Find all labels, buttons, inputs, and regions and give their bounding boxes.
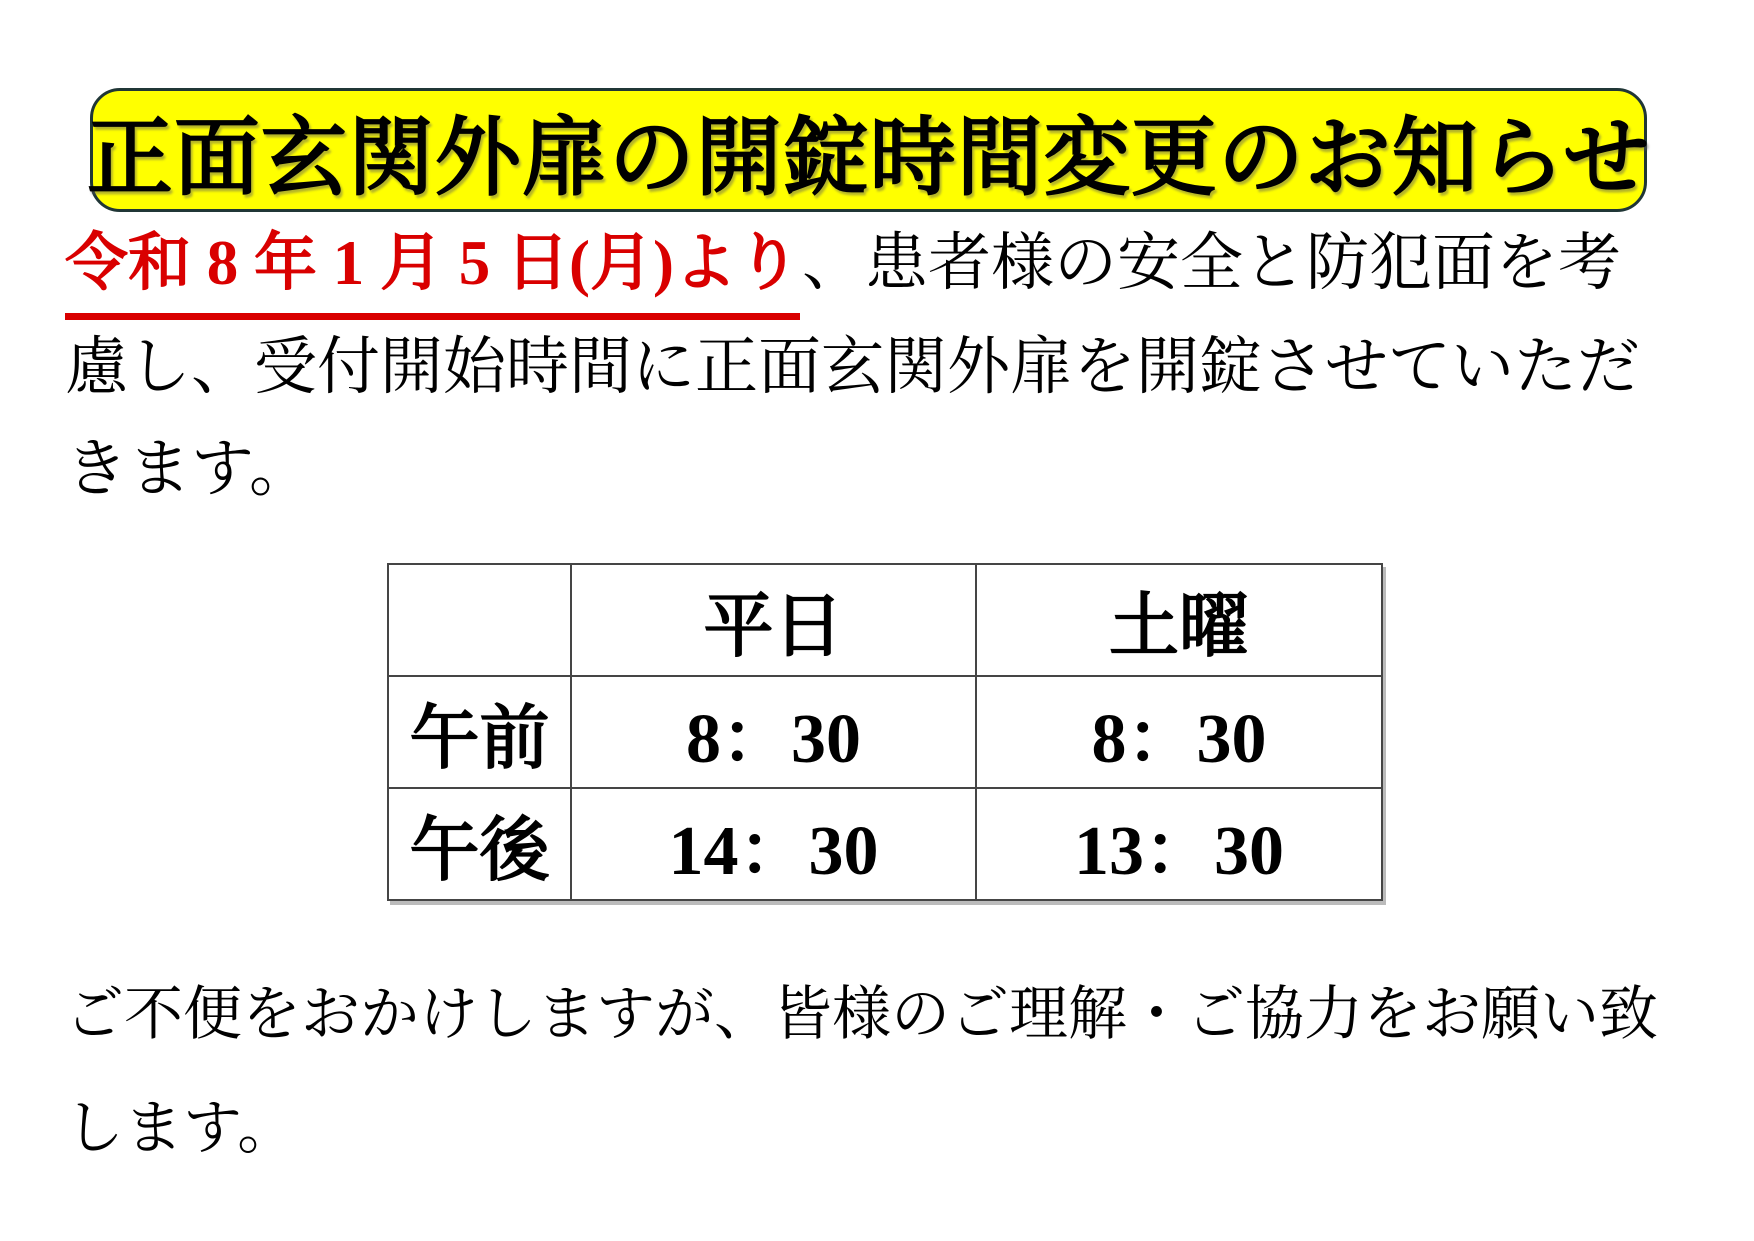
unlock-time-table — [387, 563, 1383, 901]
body-line-1 — [65, 224, 1621, 320]
table-header-row — [388, 564, 1382, 676]
table-corner-cell — [388, 564, 571, 676]
table-row-afternoon — [388, 788, 1382, 900]
afternoon-weekday-time: 14：30 — [571, 788, 976, 900]
closing-line-1: ご不便をおかけしますが、皆様のご理解・ご協力をお願い致 — [65, 981, 1659, 1047]
notice-title-box — [86, 88, 1651, 212]
column-header-saturday: 土曜 — [976, 564, 1382, 676]
morning-saturday-time: 8：30 — [976, 676, 1382, 788]
notice-title: 正面玄関外扉の開錠時間変更のお知らせ — [86, 110, 1651, 206]
row-label-morning: 午前 — [388, 676, 571, 788]
body-line-1-rest: 、患者様の安全と防犯面を考 — [801, 228, 1621, 298]
column-header-weekday: 平日 — [571, 564, 976, 676]
effective-date-emphasis: 令和 8 年 1 月 5 日(月)より — [65, 224, 800, 320]
afternoon-saturday-time: 13：30 — [976, 788, 1382, 900]
morning-weekday-time: 8：30 — [571, 676, 976, 788]
closing-line-2: します。 — [65, 1095, 297, 1161]
row-label-afternoon: 午後 — [388, 788, 571, 900]
table-row-morning — [388, 676, 1382, 788]
body-line-3: きます。 — [65, 434, 312, 504]
body-line-2: 慮し、受付開始時間に正面玄関外扉を開錠させていただ — [65, 332, 1640, 402]
